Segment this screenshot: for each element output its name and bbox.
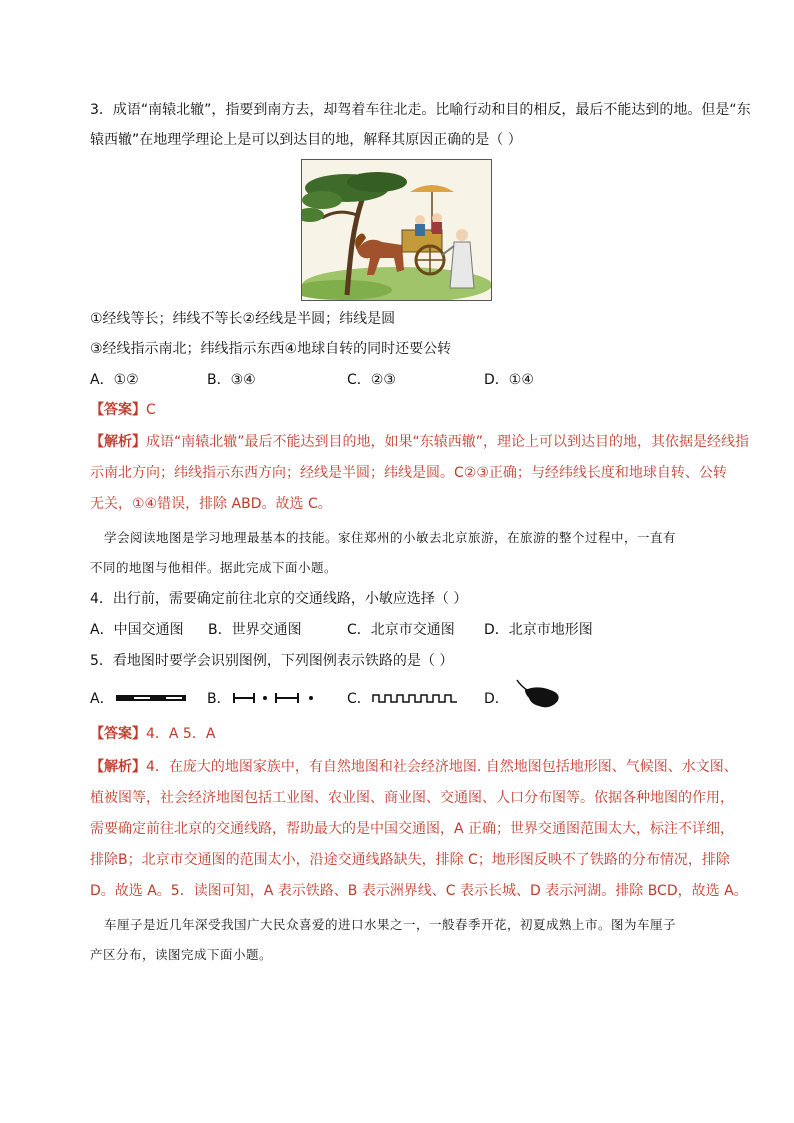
q5-option-a-letter: A．	[90, 691, 114, 707]
q4-option-c: C．北京市交通图	[347, 622, 455, 638]
q3-options	[90, 370, 730, 390]
q5-stem: 5．看地图时要学会识别图例，下列图例表示铁路的是（ ）	[90, 653, 454, 669]
q3-stem-line-1: 3．成语“南辕北辙”，指要到南方去，却驾着车往北走。比喻行动和目的相反，最后不能达到的地。但是“东	[90, 102, 751, 118]
q3-statement-line-1: ①经线等长；纬线不等长②经线是半圆；纬线是圆	[90, 311, 396, 327]
q4-stem: 4．出行前，需要确定前往北京的交通线路，小敏应选择（ ）	[90, 591, 468, 607]
great-wall-legend-icon	[371, 691, 461, 705]
q3-analysis-line-3: 无关，①④错误，排除 ABD。故选 C。	[90, 496, 332, 512]
passage-2-line-2: 产区分布，读图完成下面小题。	[90, 947, 273, 962]
q45-analysis-line-2: 植被图等，社会经济地图包括工业图、农业图、商业图、交通图、人口分布图等。依据各种地图的作用，	[90, 790, 734, 806]
q3-option-c: C．②③	[347, 372, 396, 388]
q5-options	[90, 688, 730, 708]
q5-option-c	[347, 688, 461, 708]
q4-option-d: D．北京市地形图	[484, 622, 593, 638]
q5-option-b	[207, 688, 341, 708]
q3-analysis-line-2: 示南北方向；纬线指示东西方向；经线是半圆；纬线是圆。C②③正确；与经纬线长度和地球自转、公转	[90, 465, 727, 481]
passage-1-line-2: 不同的地图与他相伴。据此完成下面小题。	[90, 560, 338, 575]
chariot-illustration	[301, 159, 492, 301]
q45-analysis-line-1	[90, 757, 738, 777]
analysis-text: 成语“南辕北辙”最后不能达到目的地，如果“东辕西辙”，理论上可以到达目的地，其依据是经线指	[146, 434, 750, 450]
q45-analysis-line-3: 需要确定前往北京的交通线路，帮助最大的是中国交通图，A 正确；世界交通图范围太大，标注不详细，	[90, 821, 735, 837]
analysis-tag: 【解析】	[90, 434, 146, 450]
q5-option-d-letter: D．	[484, 691, 509, 707]
answer-tag: 【答案】	[90, 726, 146, 742]
q3-statement-line-2: ③经线指示南北；纬线指示东西④地球自转的同时还要公转	[90, 341, 452, 357]
q45-analysis-line-4: 排除B；北京市交通图的范围太小，沿途交通线路缺失，排除 C；地形图反映不了铁路的分布情况，排除	[90, 852, 730, 868]
lake-river-legend-icon	[509, 678, 569, 712]
q45-analysis-line-5: D。故选 A。5．读图可知，A 表示铁路、B 表示洲界线、C 表示长城、D 表示河湖。排除 BCD，故选 A。	[90, 883, 748, 899]
q4-option-b: B．世界交通图	[208, 622, 302, 638]
q3-option-b: B．③④	[207, 372, 256, 388]
q3-analysis-line-1	[90, 432, 750, 452]
analysis-tag: 【解析】	[90, 759, 146, 775]
passage-2-line-1: 车厘子是近几年深受我国广大民众喜爱的进口水果之一，一般春季开花，初夏成熟上市。图为车厘子	[104, 917, 677, 932]
q5-option-c-letter: C．	[347, 691, 371, 707]
q3-stem-line-2: 辕西辙”在地理学理论上是可以到达目的地，解释其原因正确的是（ ）	[90, 132, 522, 148]
answer-value: 4．A 5．A	[146, 726, 216, 742]
q3-answer	[90, 400, 730, 420]
q45-answer	[90, 724, 730, 744]
analysis-text: 4．在庞大的地图家族中，有自然地图和社会经济地图. 自然地图包括地形图、气候图、水文图、	[146, 759, 738, 775]
railway-legend-icon	[114, 692, 189, 704]
answer-value: C	[146, 402, 156, 418]
chariot-illustration-svg	[302, 160, 491, 300]
q3-option-d: D．①④	[484, 372, 534, 388]
q4-options	[90, 620, 730, 640]
q5-option-b-letter: B．	[207, 691, 231, 707]
answer-tag: 【答案】	[90, 402, 146, 418]
q3-option-a: A．①②	[90, 372, 139, 388]
continent-boundary-legend-icon	[231, 691, 341, 705]
q4-option-a: A．中国交通图	[90, 622, 184, 638]
q5-option-d	[484, 688, 569, 708]
q5-option-a	[90, 688, 189, 708]
passage-1-line-1: 学会阅读地图是学习地理最基本的技能。家住郑州的小敏去北京旅游，在旅游的整个过程中，一直有	[104, 530, 677, 545]
